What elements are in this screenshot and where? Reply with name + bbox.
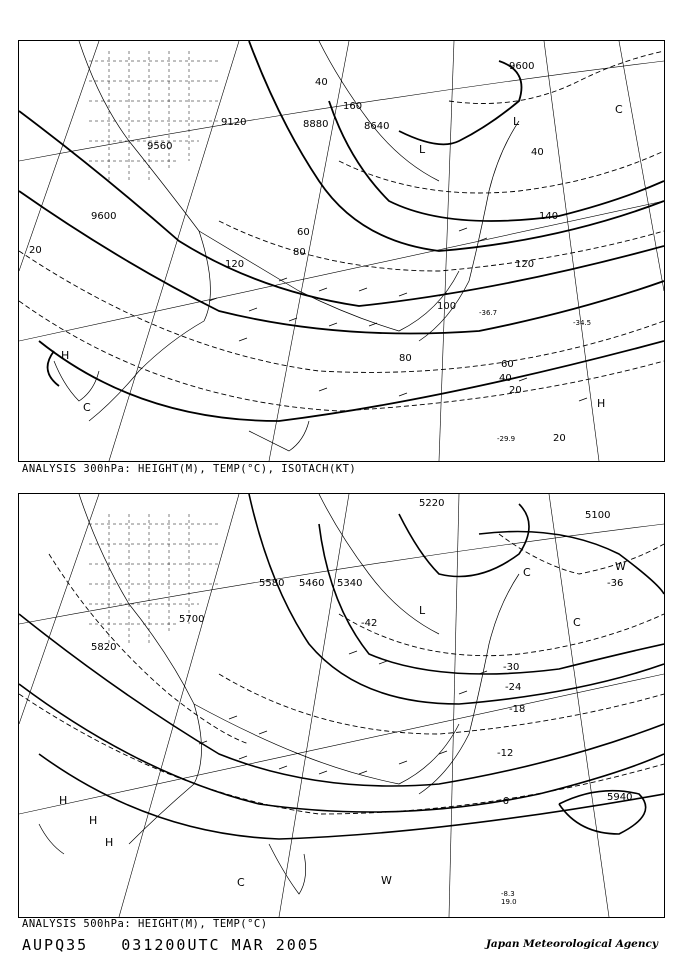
wind-barbs <box>199 651 487 774</box>
product-code-datetime <box>22 936 320 954</box>
spacer <box>88 936 121 954</box>
height-label: 5700 <box>179 614 205 625</box>
isotach-label: 20 <box>509 385 522 396</box>
warm-center-label: W <box>381 874 392 887</box>
height-label: 5460 <box>299 578 325 589</box>
isotach-label: 60 <box>297 227 310 238</box>
height-label: 8880 <box>303 119 329 130</box>
temp-labels <box>501 890 517 906</box>
height-contours <box>19 494 664 839</box>
product-code: AUPQ35 <box>22 936 89 954</box>
isotach-label: 40 <box>499 373 512 384</box>
analysis-datetime: 031200UTC MAR 2005 <box>121 936 320 954</box>
coastlines <box>54 41 519 451</box>
low-center-label: L <box>419 604 426 617</box>
map-500hpa-drawing <box>19 494 664 917</box>
isotach-label: 20 <box>553 433 566 444</box>
temp-label: -8.3 <box>501 890 515 898</box>
cold-center-label: C <box>83 401 91 414</box>
isotherm-label: -30 <box>503 662 520 673</box>
low-center-label: L <box>513 115 520 128</box>
caption-300hpa: ANALYSIS 300hPa: HEIGHT(M), TEMP(°C), ISOTACH(KT) <box>22 463 357 475</box>
isotach-label: 80 <box>399 353 412 364</box>
caption-500hpa: ANALYSIS 500hPa: HEIGHT(M), TEMP(°C) <box>22 918 268 930</box>
warm-center-label: W <box>615 560 626 573</box>
height-labels <box>91 498 632 803</box>
height-label: 5340 <box>337 578 363 589</box>
low-center-label: L <box>419 143 426 156</box>
isotach-label: 60 <box>501 359 514 370</box>
map-300hpa-drawing <box>19 41 664 461</box>
terrain-hatch <box>89 51 219 181</box>
agency-credit: Japan Meteorological Agency <box>485 938 658 950</box>
isotherm-labels <box>361 578 623 807</box>
height-label: 5220 <box>419 498 445 509</box>
isotherm-label: -6 <box>499 796 509 807</box>
isotherm-label: -42 <box>361 618 378 629</box>
isotach-labels <box>29 77 566 444</box>
isotach-label: 100 <box>437 301 457 312</box>
temp-label: -34.5 <box>573 319 592 327</box>
height-label: 9560 <box>147 141 173 152</box>
isotach-label: 140 <box>539 211 559 222</box>
graticule <box>19 494 664 917</box>
cold-center-label: C <box>523 566 531 579</box>
cold-center-label: C <box>615 103 623 116</box>
isotach-label: 120 <box>225 259 245 270</box>
height-label: 5580 <box>259 578 285 589</box>
temp-label: 19.0 <box>501 898 517 906</box>
isotach-label: 160 <box>343 101 363 112</box>
height-label: 5820 <box>91 642 117 653</box>
height-labels <box>91 61 534 222</box>
height-label: 9120 <box>221 117 247 128</box>
isotach-label: 20 <box>29 245 42 256</box>
isotherm-label: -12 <box>497 748 514 759</box>
graticule <box>19 41 664 461</box>
height-contours <box>19 41 664 421</box>
cold-center-label: C <box>573 616 581 629</box>
high-center-label: H <box>597 397 606 410</box>
height-label: 9600 <box>91 211 117 222</box>
isotherm-label: -36 <box>607 578 624 589</box>
high-center-label: H <box>105 836 114 849</box>
height-label: 8640 <box>364 121 390 132</box>
cold-center-label: C <box>237 876 245 889</box>
temp-label: -29.9 <box>497 435 516 443</box>
high-center-label: H <box>61 349 70 362</box>
map-500hpa <box>18 493 665 918</box>
temp-label: -36.7 <box>479 309 498 317</box>
map-300hpa <box>18 40 665 462</box>
height-label: 5100 <box>585 510 611 521</box>
coastlines <box>39 494 522 894</box>
isotach-label: 40 <box>315 77 328 88</box>
isotherm-label: -18 <box>509 704 526 715</box>
height-label: 9600 <box>509 61 535 72</box>
temp-labels <box>479 309 591 443</box>
height-label: 5940 <box>607 792 633 803</box>
isotach-label: 40 <box>531 147 544 158</box>
high-center-label: H <box>89 814 98 827</box>
isotherm-label: -24 <box>505 682 522 693</box>
high-center-label: H <box>59 794 68 807</box>
isotach-label: 120 <box>515 259 535 270</box>
isotach-label: 80 <box>293 247 306 258</box>
